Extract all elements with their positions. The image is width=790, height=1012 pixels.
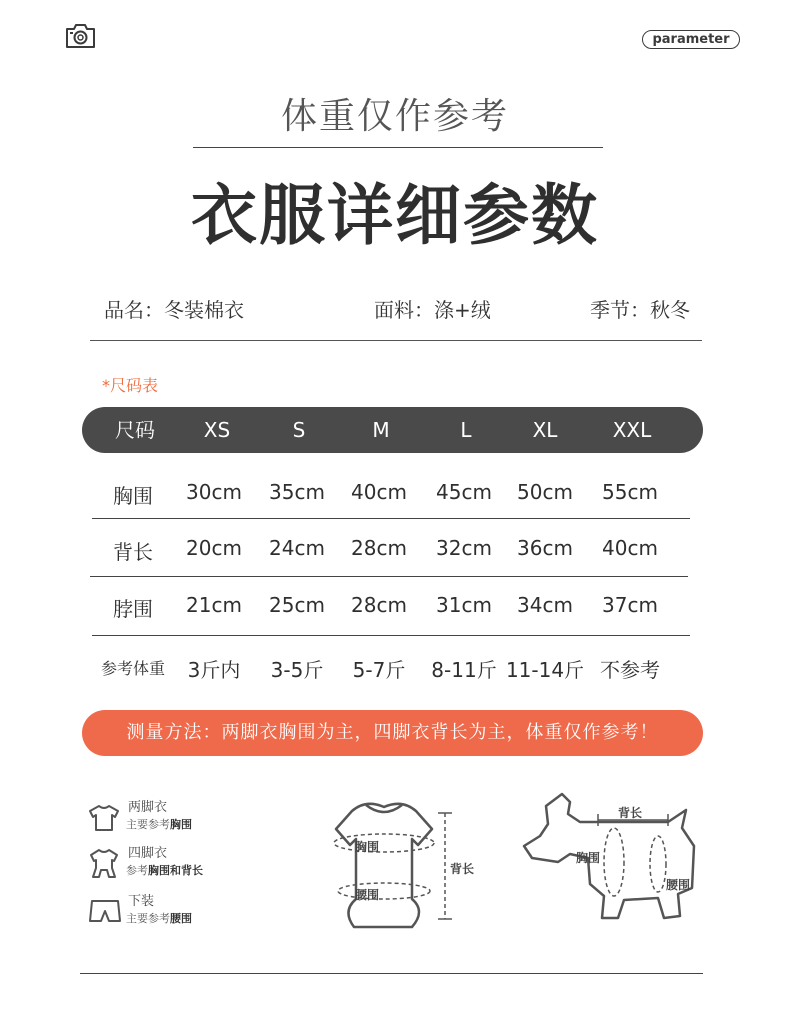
header-cell: S: [292, 418, 306, 442]
size-chart-label: *尺码表: [102, 376, 159, 395]
season: 季节：秋冬: [590, 298, 690, 322]
table-cell: 8-11斤: [431, 658, 497, 682]
legend-title: 两脚衣: [128, 800, 168, 815]
table-cell: 28cm: [351, 593, 407, 617]
parameter-badge: parameter: [642, 30, 740, 49]
table-cell: 40cm: [602, 536, 658, 560]
dog-back-length-label: 背长: [618, 806, 643, 820]
product-name: 品名：冬装棉衣: [104, 298, 244, 322]
table-cell: 37cm: [602, 593, 658, 617]
back-length-label: 背长: [450, 862, 475, 876]
table-cell: 32cm: [436, 536, 492, 560]
header-cell: XXL: [612, 418, 652, 442]
header-cell: XS: [203, 418, 231, 442]
table-cell: 35cm: [269, 480, 325, 504]
table-cell: 5-7斤: [352, 658, 406, 682]
table-cell: 背长: [113, 540, 153, 564]
shirt-icon: [88, 804, 120, 832]
table-cell: 24cm: [269, 536, 325, 560]
dog-diagram: [518, 788, 708, 930]
four-leg-shirt-icon: [88, 848, 120, 880]
header-cell: XL: [532, 418, 558, 442]
waist-label: 腰围: [355, 888, 380, 902]
dog-chest-label: 胸围: [576, 851, 601, 865]
subtitle: 体重仅作参考: [280, 96, 509, 137]
table-cell: 11-14斤: [505, 658, 585, 682]
table-cell: 20cm: [186, 536, 242, 560]
table-cell: 胸围: [113, 484, 153, 508]
row-divider: [92, 635, 690, 636]
table-cell: 21cm: [186, 593, 242, 617]
material: 面料：涤+绒: [374, 298, 491, 322]
info-divider: [90, 340, 702, 341]
table-cell: 36cm: [517, 536, 573, 560]
table-cell: 脖围: [113, 597, 153, 621]
legend-sub: 参考胸围和背长: [126, 864, 203, 877]
header-cell: 尺码: [115, 418, 155, 442]
row-divider: [90, 576, 688, 577]
table-cell: 45cm: [436, 480, 492, 504]
table-cell: 31cm: [436, 593, 492, 617]
page-title: 衣服详细参数: [191, 177, 599, 254]
table-cell: 不参考: [600, 658, 660, 682]
measure-note: 测量方法：两脚衣胸围为主，四脚衣背长为主，体重仅作参考！: [82, 710, 703, 756]
pants-icon: [88, 898, 122, 924]
bottom-divider: [80, 973, 703, 974]
garment-diagram: [300, 795, 470, 935]
table-cell: 3-5斤: [270, 658, 324, 682]
table-cell: 55cm: [602, 480, 658, 504]
title-divider: [193, 147, 603, 148]
table-cell: 28cm: [351, 536, 407, 560]
table-cell: 参考体重: [100, 659, 165, 678]
table-cell: 3斤内: [187, 658, 241, 682]
table-cell: 25cm: [269, 593, 325, 617]
table-cell: 34cm: [517, 593, 573, 617]
legend-title: 四脚衣: [128, 846, 168, 861]
table-cell: 50cm: [517, 480, 573, 504]
camera-icon: [64, 22, 97, 50]
chest-label: 胸围: [355, 840, 380, 854]
table-cell: 40cm: [351, 480, 407, 504]
header-cell: M: [372, 418, 390, 442]
row-divider: [92, 518, 690, 519]
header-cell: L: [460, 418, 472, 442]
legend-sub: 主要参考腰围: [126, 912, 192, 925]
dog-waist-label: 腰围: [666, 878, 691, 892]
legend-title: 下装: [128, 894, 155, 909]
table-cell: 30cm: [186, 480, 242, 504]
legend-sub: 主要参考胸围: [126, 818, 192, 831]
